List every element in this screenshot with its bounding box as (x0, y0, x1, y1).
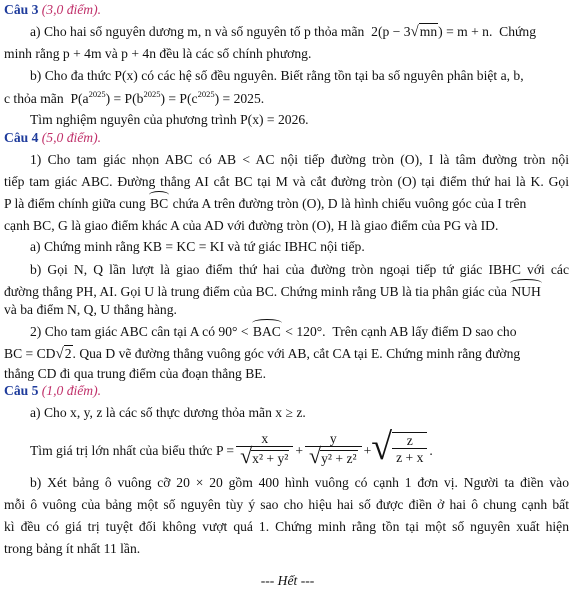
sqrt-fraction-3: √ $\frac{z}{z + x}$ (371, 433, 429, 468)
cau5-points: (1,0 điểm). (41, 383, 102, 398)
cau3-title: Câu 3 (4, 2, 39, 17)
fraction-1: $\frac{x}{\text{√x² + y²}}$ (236, 431, 293, 468)
cau3-a-formula: 2(p − 3√mn) = m + n. (371, 24, 493, 40)
cau4-points: (5,0 điểm). (41, 130, 102, 145)
cau4-p1-b-line2: đường thẳng PH, AI. Gọi U là trung điểm của BC. Chứng minh rằng UB là tia phân giác của NUH (4, 284, 541, 299)
cau5-a-line1: a) Cho x, y, z là các số thực dương thỏa mãn x ≥ z. (30, 405, 306, 420)
cau3-b-line2: c thỏa mãn $P(a^{2025}) = P(b^{2025}) = P(c^{2025}) = 2025$. (4, 89, 265, 106)
cau4-p2-line1: 2) Cho tam giác ABC cân tại A có 90° < BAC < 120°. Trên cạnh AB lấy điểm D sao cho (30, 324, 517, 339)
cau5-a-line2: Tìm giá trị lớn nhất của biểu thức P = $\frac{x}{\text{√x² + y²}}$ + $\frac{y}{\text{√y² + z²}}$ + √ $\frac{z}{z + x}$ . (30, 426, 433, 468)
cau4-title: Câu 4 (4, 130, 39, 145)
arc-bac: BAC (252, 324, 281, 339)
cau5-heading (4, 383, 569, 399)
cau4-p2-line3: thẳng CD đi qua trung điểm của đoạn thẳng BE. (4, 366, 267, 381)
cau4-p1-line3: P là điểm chính giữa cung BC chứa A trên đường tròn (O), D là hình chiếu vuông góc của I trên (4, 196, 527, 211)
fraction-2: $\frac{y}{\text{√y² + z²}}$ (305, 431, 362, 468)
cau3-points: (3,0 điểm). (41, 2, 102, 17)
cau4-p1-line4: cạnh BC, G là giao điểm khác A của AD với đường tròn (O), H là giao điểm của PG và ID. (4, 218, 499, 233)
cau4-heading (4, 130, 569, 146)
cau3-b-line1: b) Cho đa thức P(x) có các hệ số đều nguyên. Biết rằng tồn tại ba số nguyên phân biệt a, b, (30, 68, 524, 83)
cau5-title: Câu 5 (4, 383, 39, 398)
cau5-b-line1: b) Xét bảng ô vuông cỡ 20 × 20 gồm 400 hình vuông có cạnh 1 đơn vị. Người ta điền vào (30, 475, 569, 490)
arc-nuh: NUH (511, 284, 541, 299)
cau5-b-line4: trong bảng ít nhất 11 lần. (4, 541, 141, 556)
end-marker: --- Hết --- (260, 573, 315, 588)
cau3-heading (4, 2, 569, 18)
cau3-b-line3: Tìm nghiệm nguyên của phương trình P(x) = 2026. (30, 112, 309, 127)
cau4-p1-line1: 1) Cho tam giác nhọn ABC có AB < AC nội tiếp đường tròn (O), I là tâm đường tròn nội (30, 152, 569, 167)
cau4-p1-a: a) Chứng minh rằng KB = KC = KI và tứ giác IBHC nội tiếp. (30, 239, 365, 254)
cau4-p1-line2: tiếp tam giác ABC. Đường thẳng AI cắt BC tại M và cắt đường tròn (O) tại điểm thứ hai là K. Gọi (4, 174, 569, 189)
arc-bc: BC (150, 196, 169, 211)
cau4-p1-b-line1: b) Gọi N, Q lần lượt là giao điểm thứ hai của đường tròn ngoại tiếp tứ giác IBHC với các (30, 262, 569, 277)
cau3-b-formula: $P(a^{2025}) = P(b^{2025}) = P(c^{2025}) = 2025$. (70, 89, 265, 106)
cau5-b-line3: kì đều có giá trị tuyệt đối không vượt quá 1. Chứng minh rằng tồn tại một số nguyên xuất hiện (4, 519, 569, 534)
cau4-p2-line2: BC = CD√2. Qua D vẽ đường thẳng vuông góc với AB, cắt CA tại E. Chứng minh rằng đường (4, 346, 521, 362)
cau4-p1-b-line3: và ba điểm N, Q, U thẳng hàng. (4, 302, 177, 317)
cau3-a-line1: a) Cho hai số nguyên dương m, n và số nguyên tố p thỏa mãn 2(p − 3√mn) = m + n. Chứng (30, 24, 536, 40)
cau3-a-line2: minh rằng p + 4m và p + 4n đều là các số chính phương. (4, 46, 312, 61)
cau5-b-line2: mỗi ô vuông của bảng một số nguyên tùy ý sao cho hiệu hai số được điền ở hai ô chung cạnh bất (4, 497, 569, 512)
